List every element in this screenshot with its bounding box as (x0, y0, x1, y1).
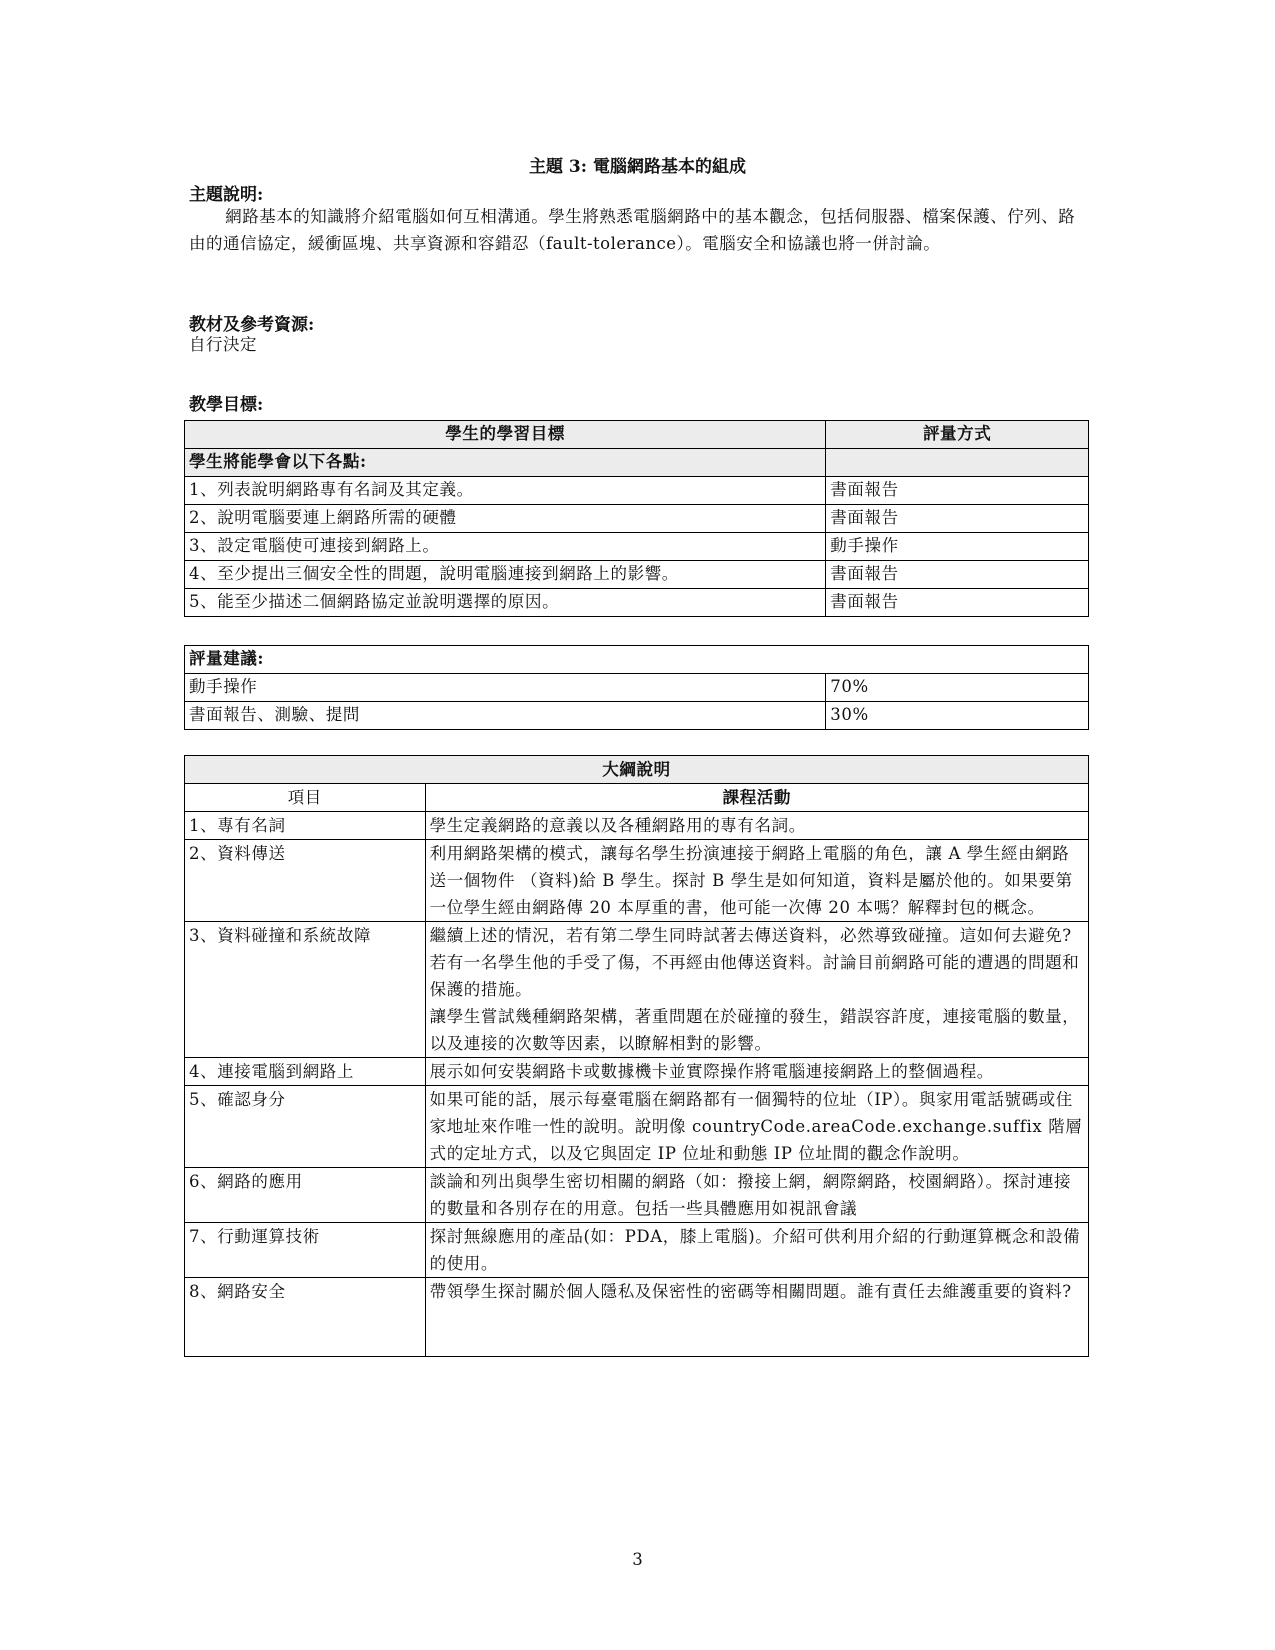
table-row (185, 1223, 1089, 1278)
outline-activity (425, 922, 1088, 1058)
outline-activity (425, 812, 1088, 840)
activity-paragraph: 探討無線應用的產品(如：PDA，膝上電腦)。介紹可供利用介紹的行動運算概念和設備的使用。 (429, 1227, 1081, 1273)
outline-activity (425, 1168, 1088, 1223)
table-row (185, 1168, 1089, 1223)
outline-activity (425, 1223, 1088, 1278)
goal-method: 書面報告 (826, 505, 1089, 533)
table-row (185, 812, 1089, 840)
activity-paragraph: 繼續上述的情況，若有第二學生同時試著去傳送資料，必然導致碰撞。這如何去避免? (429, 926, 1072, 945)
goal-method: 動手操作 (826, 533, 1089, 561)
outline-item: 5、確認身分 (185, 1086, 426, 1168)
outline-table (184, 755, 1089, 1357)
assessment-weight: 30% (826, 702, 1089, 730)
outline-item: 8、網路安全 (185, 1278, 426, 1357)
activity-paragraph: 學生定義網路的意義以及各種網路用的專有名詞。 (429, 816, 806, 835)
intro-text: 網路基本的知識將介紹電腦如何互相溝通。學生將熟悉電腦網路中的基本觀念，包括伺服器、檔案保護、佇列、路由的通信協定，緩衝區塊、共享資源和容錯忍（fault-tolerance）。電腦安全和協議也將一併討論。 (189, 207, 1076, 253)
activity-paragraph: 展示如何安裝網路卡或數據機卡並實際操作將電腦連接網路上的整個過程。 (429, 1062, 994, 1081)
table-row (185, 674, 1089, 702)
outline-heading: 大綱說明 (185, 756, 1089, 784)
activity-paragraph: 讓學生嘗試幾種網路架構，著重問題在於碰撞的發生，錯誤容許度，連接電腦的數量，以及連接的次數等因素，以瞭解相對的影響。 (429, 1007, 1080, 1053)
goals-subheader: 學生將能學會以下各點: (185, 449, 826, 477)
goal-text: 2、說明電腦要連上網路所需的硬體 (185, 505, 826, 533)
activity-paragraph: 若有一名學生他的手受了傷，不再經由他傳送資料。討論目前網路可能的遭遇的問題和保護的措施。 (429, 953, 1080, 999)
goal-text: 5、能至少描述二個網路協定並說明選擇的原因。 (185, 589, 826, 617)
table-row (185, 533, 1089, 561)
assessment-weight: 70% (826, 674, 1089, 702)
outline-item: 1、專有名詞 (185, 812, 426, 840)
goals-table (184, 420, 1089, 617)
activity-paragraph: 帶領學生探討關於個人隱私及保密性的密碼等相關問題。誰有責任去維護重要的資料? (429, 1282, 1072, 1301)
goals-col-goal-header: 學生的學習目標 (185, 421, 826, 449)
assessment-item: 書面報告、測驗、提問 (185, 702, 826, 730)
goal-text: 1、列表說明網路專有名詞及其定義。 (185, 477, 826, 505)
activity-paragraph: 利用網路架構的模式，讓每名學生扮演連接于網路上電腦的角色，讓 A 學生經由網路送一個物件 （資料)給 B 學生。探討 B 學生是如何知道，資料是屬於他的。如果要第一位學生經由網路傳 20 本厚重的書，他可能一次傳 20 本嗎？解釋封包的概念。 (429, 844, 1073, 917)
table-row (185, 589, 1089, 617)
outline-item: 4、連接電腦到網路上 (185, 1058, 426, 1086)
intro-heading: 主題說明: (189, 185, 264, 205)
goals-heading: 教學目標: (189, 395, 264, 415)
table-row (185, 477, 1089, 505)
outline-item: 6、網路的應用 (185, 1168, 426, 1223)
outline-item: 2、資料傳送 (185, 840, 426, 922)
goal-text: 3、設定電腦使可連接到網路上。 (185, 533, 826, 561)
resources-text: 自行決定 (189, 335, 257, 354)
page-title: 主題 3: 電腦網路基本的組成 (529, 157, 746, 177)
outline-col-item-header: 項目 (185, 784, 426, 812)
activity-paragraph: 談論和列出與學生密切相關的網路（如：撥接上網，網際網路，校園網路）。探討連接的數量和各別存在的用意。包括一些具體應用如視訊會議 (429, 1172, 1072, 1218)
table-row (185, 1058, 1089, 1086)
table-row (185, 1278, 1089, 1357)
outline-item: 3、資料碰撞和系統故障 (185, 922, 426, 1058)
table-row (185, 840, 1089, 922)
outline-activity (425, 840, 1088, 922)
outline-activity (425, 1086, 1088, 1168)
table-row (185, 922, 1089, 1058)
goals-subheader-empty (826, 449, 1089, 477)
resources-heading: 教材及參考資源: (189, 315, 315, 335)
goal-text: 4、至少提出三個安全性的問題，說明電腦連接到網路上的影響。 (185, 561, 826, 589)
goals-col-method-header: 評量方式 (826, 421, 1089, 449)
assessment-item: 動手操作 (185, 674, 826, 702)
outline-item: 7、行動運算技術 (185, 1223, 426, 1278)
table-row (185, 561, 1089, 589)
table-row (185, 505, 1089, 533)
assessment-table (184, 645, 1089, 730)
activity-paragraph: 如果可能的話，展示每臺電腦在網路都有一個獨特的位址（IP）。與家用電話號碼或住家地址來作唯一性的說明。說明像 countryCode.areaCode.exchange.suffix 階層式的定址方式，以及它與固定 IP 位址和動態 IP 位址間的觀念作說明。 (429, 1090, 1083, 1163)
assessment-heading: 評量建議: (185, 646, 1089, 674)
page-number: 3 (632, 1550, 643, 1569)
goal-method: 書面報告 (826, 561, 1089, 589)
outline-activity (425, 1278, 1088, 1357)
table-row (185, 702, 1089, 730)
goal-method: 書面報告 (826, 477, 1089, 505)
outline-col-activity-header: 課程活動 (425, 784, 1088, 812)
goal-method: 書面報告 (826, 589, 1089, 617)
outline-activity (425, 1058, 1088, 1086)
table-row (185, 1086, 1089, 1168)
